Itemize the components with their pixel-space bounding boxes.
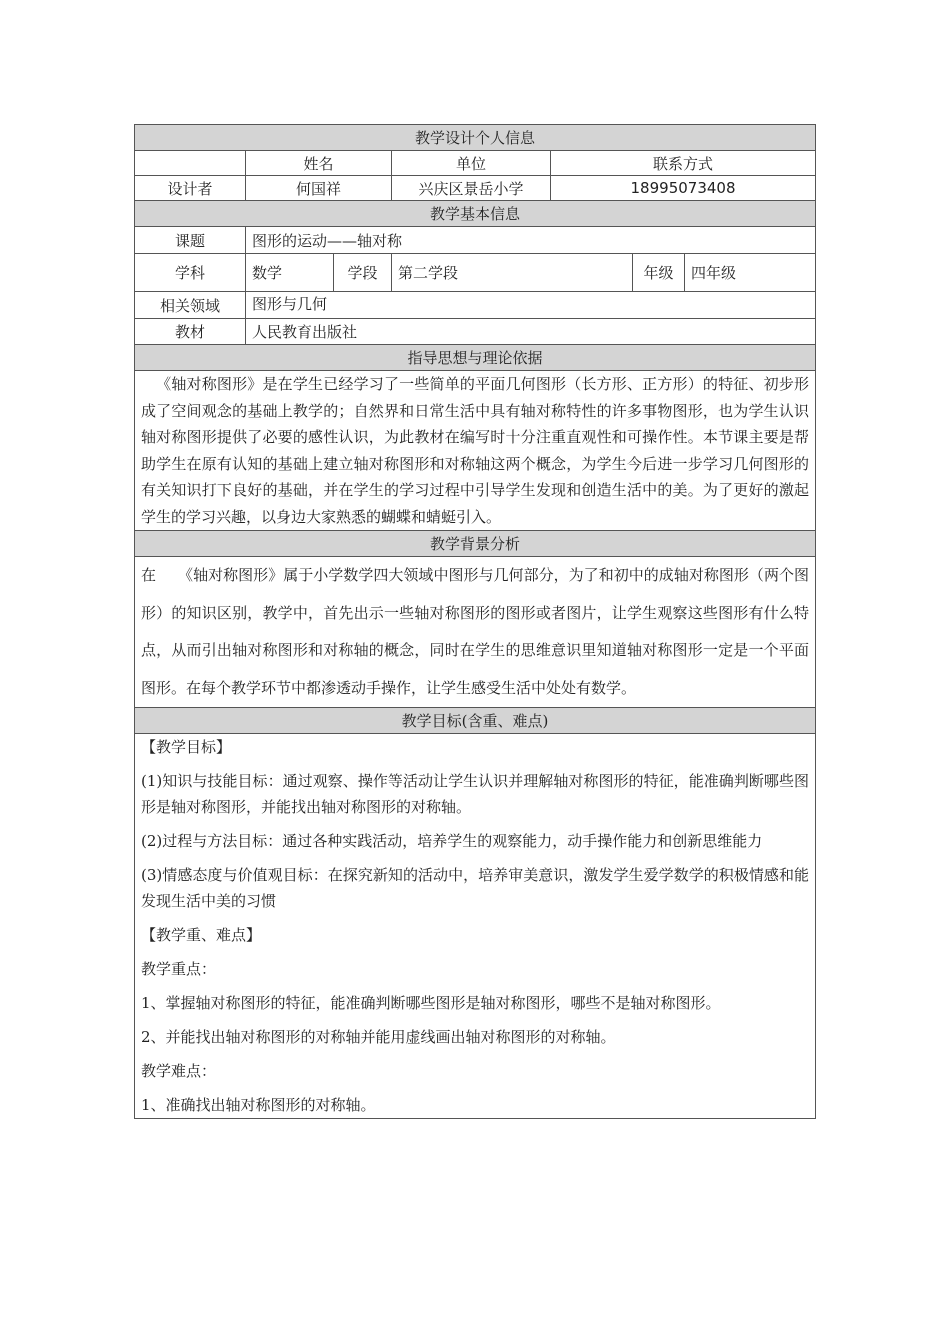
grade-value: 四年级 [685,254,816,292]
designer-contact: 18995073408 [551,176,816,201]
topic-label: 课题 [135,227,246,254]
section-guidance: 指导思想与理论依据 [135,345,816,371]
stage-value: 第二学段 [392,254,633,292]
lesson-plan-table [134,124,816,1119]
section-background: 教学背景分析 [135,531,816,557]
goal-2: (2)过程与方法目标：通过各种实践活动，培养学生的观察能力，动手操作能力和创新思维能力 [141,832,763,850]
section-basic-info: 教学基本信息 [135,201,816,227]
domain-value: 图形与几何 [246,292,816,319]
goal-3: (3)情感态度与价值观目标：在探究新知的活动中，培养审美意识，激发学生爱学数学的积极情感和能发现生活中美的习惯 [141,866,810,910]
stage-label: 学段 [334,254,392,292]
difficulty-label: 教学难点： [141,1062,217,1080]
subject-value: 数学 [246,254,334,292]
contact-header: 联系方式 [551,151,816,176]
designer-name: 何国祥 [246,176,392,201]
section-goals: 教学目标(含重、难点) [135,708,816,734]
designer-unit: 兴庆区景岳小学 [392,176,551,201]
subject-label: 学科 [135,254,246,292]
key-point-2: 2、并能找出轴对称图形的对称轴并能用虚线画出轴对称图形的对称轴。 [141,1028,616,1046]
unit-header: 单位 [392,151,551,176]
topic-value: 图形的运动——轴对称 [246,227,816,254]
key-label: 教学重点： [141,960,217,978]
blank-cell [135,151,246,176]
key-heading: 【教学重、难点】 [141,926,262,944]
designer-label: 设计者 [135,176,246,201]
key-point-1: 1、掌握轴对称图形的特征，能准确判断哪些图形是轴对称图形，哪些不是轴对称图形。 [141,994,721,1012]
goal-heading: 【教学目标】 [141,738,232,756]
textbook-label: 教材 [135,319,246,345]
guidance-text: 《轴对称图形》是在学生已经学习了一些简单的平面几何图形（长方形、正方形）的特征、初步形成了空间观念的基础上教学的；自然界和日常生活中具有轴对称特性的许多事物图形，也为学生认识轴对称图形提供了必要的感性认识，为此教材在编写时十分注重直观性和可操作性。本节课主要是帮助学生在原有认知的基础上建立轴对称图形和对称轴这两个概念，为学生今后进一步学习几何图形的有关知识打下良好的基础，并在学生的学习过程中引导学生发现和创造生活中的美。为了更好的激起学生的学习兴趣，以身边大家熟悉的蝴蝶和蜻蜓引入。 [141,375,810,526]
background-lead: 在 [141,566,157,584]
background-text: 《轴对称图形》属于小学数学四大领域中图形与几何部分，为了和初中的成轴对称图形（两个图形）的知识区别，教学中，首先出示一些轴对称图形的图形或者图片，让学生观察这些图形有什么特点，从而引出轴对称图形和对称轴的概念，同时在学生的思维意识里知道轴对称图形一定是一个平面图形。在每个教学环节中都渗透动手操作，让学生感受生活中处处有数学。 [141,566,810,697]
guidance-paragraph [135,371,816,531]
goal-1: (1)知识与技能目标：通过观察、操作等活动让学生认识并理解轴对称图形的特征，能准确判断哪些图形是轴对称图形，并能找出轴对称图形的对称轴。 [141,772,810,816]
textbook-value: 人民教育出版社 [246,319,816,345]
goals-content [135,734,816,1119]
name-header: 姓名 [246,151,392,176]
background-paragraph [135,557,816,708]
difficulty-point-1: 1、准确找出轴对称图形的对称轴。 [141,1096,376,1114]
section-personal-info: 教学设计个人信息 [135,125,816,151]
grade-label: 年级 [633,254,685,292]
domain-label: 相关领域 [135,292,246,319]
